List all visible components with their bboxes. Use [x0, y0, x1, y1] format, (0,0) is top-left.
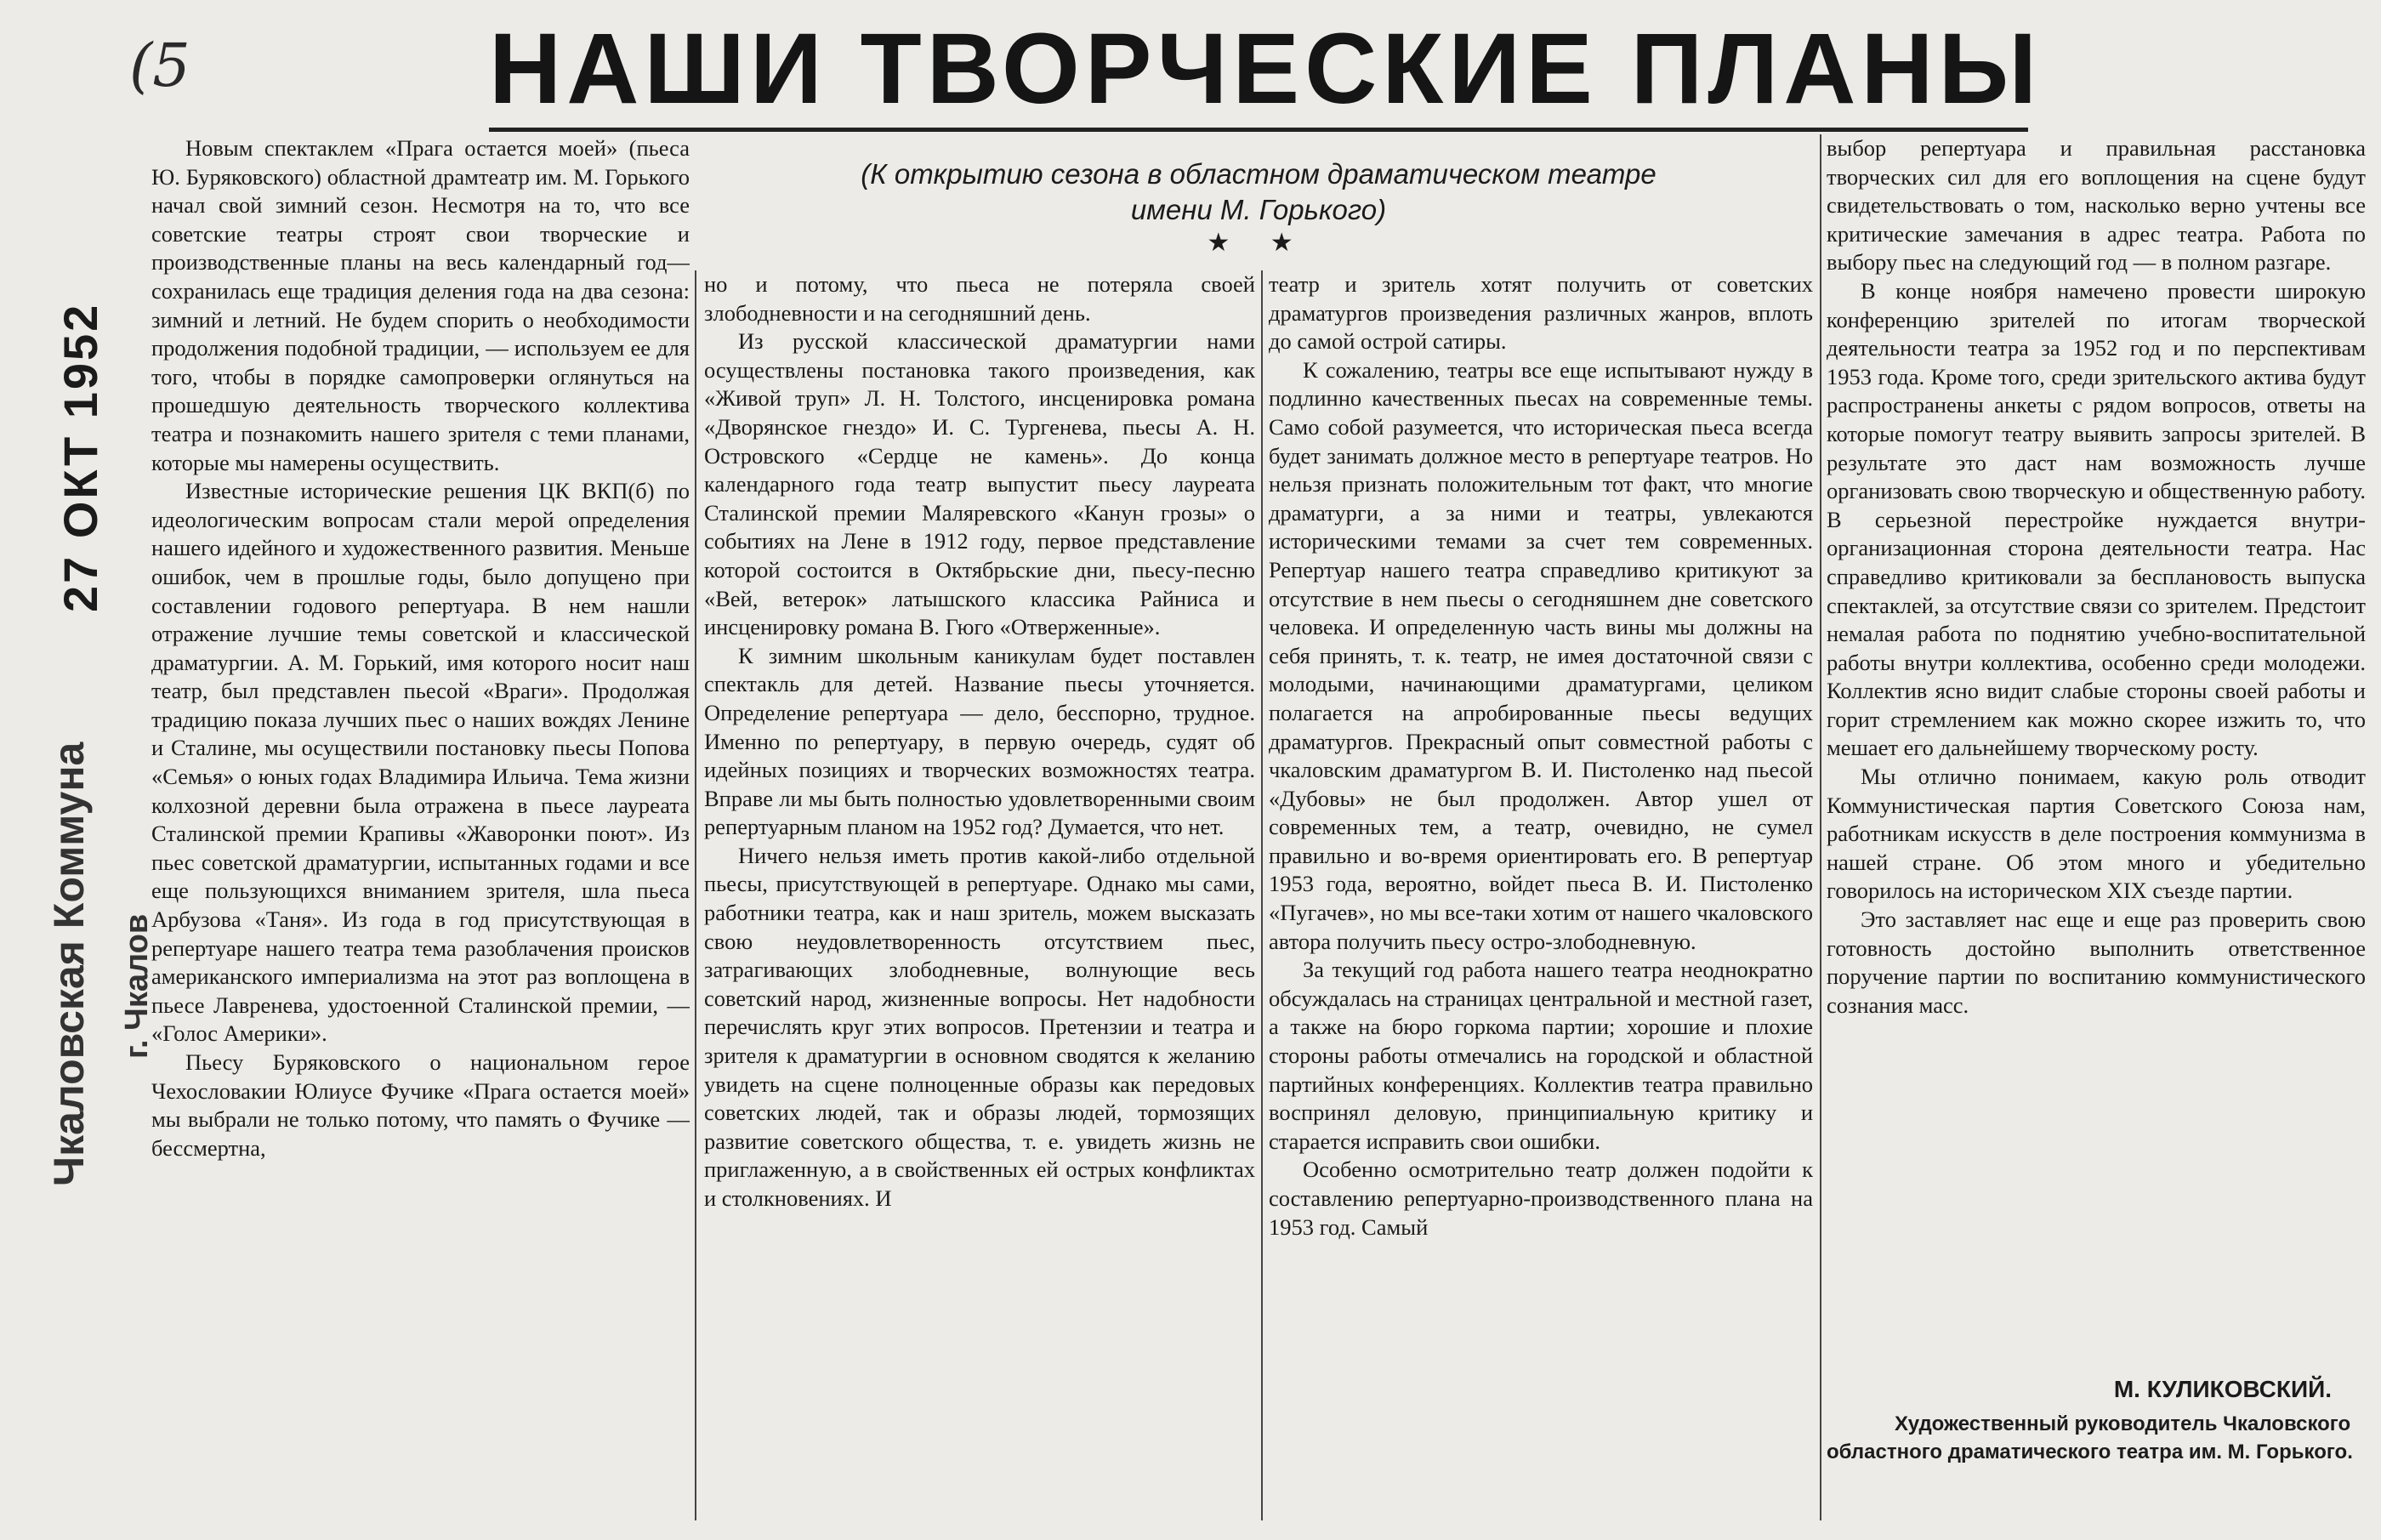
date-stamp: 27 ОКТ 1952 — [54, 302, 107, 612]
author-name: М. КУЛИКОВСКИЙ. — [2113, 1376, 2332, 1402]
paragraph: Это заставляет нас еще и еще раз проверить свою готовность достойно выполнить ответственное поручение партии по воспитанию коммунистического сознания масс. — [1827, 906, 2366, 1018]
column-divider-2 — [1261, 270, 1263, 1520]
paragraph: Мы отлично понимаем, какую роль отводит Коммунистическая партия Советского Союза нам, работникам искусств в деле построения коммунизма в нашей стране. Об этом много и убедительно говорилось на историческом XIX съезде партии. — [1827, 764, 2366, 904]
paragraph: Ничего нельзя иметь против какой-либо отдельной пьесы, присутствующей в репертуаре. Однако мы сами, работники театра, как и наш зритель, можем высказать свою неудовлетворенность отсутствием пьес, затрагивающих злободневные, волнующие весь советский народ, жизненные вопросы. Нет надобности перечислять круг этих вопросов. Претензии и театра и зрителя к драматургии в основном сводятся к желанию увидеть на сцене полноценные образы как передовых советских людей, так и образы людей, тормозящих развитие советского общества, т. е. увидеть жизнь не приглаженную, а в свойственных ей острых конфликтах и столкновениях. И — [704, 842, 1255, 1211]
paragraph: Пьесу Буряковского о национальном герое Чехословакии Юлиусе Фучике «Прага остается моей» мы выбрали не только потому, что память о Фучике — бессмертна, — [151, 1049, 690, 1161]
article-column-3 — [1269, 270, 1813, 1520]
paragraph: выбор репертуара и правильная расстановка творческих сил для его воплощения на сцене будут свидетельствовать о том, насколько верно учтены все критические замечания в адрес театра. Работа по выбору пьес на следующий год — в полном разгаре. — [1827, 135, 2366, 276]
article-column-1 — [151, 134, 690, 1520]
separator-stars: ★ ★ — [1207, 229, 1310, 257]
paragraph: театр и зритель хотят получить от советских драматургов произведения различных жанров, вплоть до самой острой сатиры. — [1269, 271, 1813, 355]
author-position: Художественный руководитель Чкаловского областного драматического театра им. М. Горького. — [1827, 1412, 2353, 1463]
subtitle — [765, 156, 1752, 228]
article-column-4 — [1827, 134, 2366, 1325]
subtitle-line-2: имени М. Горького) — [1130, 194, 1387, 225]
column-divider-3 — [1820, 134, 1821, 1520]
paragraph: К зимним школьным каникулам будет поставлен спектакль для детей. Название пьесы уточняется. Определение репертуара — дело, бесспорно, трудное. Именно по репертуару, в первую очередь, судят об идейных позициях и творческих возможностях театра. Вправе ли мы быть полностью удовлетворенными своим репертуарным планом на 1952 год? Думается, что нет. — [704, 642, 1255, 840]
subtitle-line-1: (К открытию сезона в областном драматическом театре — [861, 158, 1656, 190]
paragraph: Особенно осмотрительно театр должен подойти к составлению репертуарно-производственного плана на 1953 год. Самый — [1269, 1156, 1813, 1240]
headline-rule — [489, 128, 2028, 132]
city-stamp: г. Чкалов — [119, 913, 155, 1059]
paragraph: Новым спектаклем «Прага остается моей» (пьеса Ю. Буряковского) областной драмтеатр им. М. Горького начал свой зимний сезон. Несмотря на то, что все советские театры строят свои творческие и производственные планы на весь календарный год—сохранилась еще традиция деления года на два сезона: зимний и летний. Не будем спорить о необходимости продолжения подобной традиции, — используем ее для того, чтобы в порядке самопроверки оглянуться на прошедшую деятельность творческого коллектива театра и познакомить нашего зрителя с теми планами, которые мы намерены осуществить. — [151, 135, 690, 475]
paragraph: но и потому, что пьеса не потеряла своей злободневности и на сегодняшний день. — [704, 271, 1255, 326]
newspaper-stamp: Чкаловская Коммуна — [45, 742, 93, 1186]
headline: НАШИ ТВОРЧЕСКИЕ ПЛАНЫ — [489, 13, 2043, 125]
handwritten-mark: (5 — [129, 31, 190, 100]
paragraph: К сожалению, театры все еще испытывают нужду в подлинно качественных пьесах на современные темы. Само собой разумеется, что историческая пьеса всегда будет занимать должное место в репертуаре театров. Но нельзя признать положительным тот факт, что многие драматурги, а за ними и театры, увлекаются историческими темами за счет тем современных. Репертуар нашего театра справедливо критикуют за отсутствие в нем пьесы о сегодняшнем дне советского человека. И определенную часть вины мы должны на себя принять, т. к. театр, не имея достаточной связи с молодыми, начинающими драматургами, целиком полагается на апробированные пьесы ведущих драматургов. Прекрасный опыт совместной работы с чкаловским драматургом В. И. Пистоленко над пьесой «Дубовы» не был продолжен. Автор ушел от современных тем, а театр, очевидно, не сумел правильно и во-время ориентировать его. В репертуар 1953 года, вероятно, войдет пьеса В. И. Пистоленко «Пугачев», но мы все-таки хотим от нашего чкаловского автора получить пьесу остро-злободневную. — [1269, 356, 1813, 954]
signature-block — [1827, 1376, 2366, 1466]
column-divider-1 — [695, 270, 696, 1520]
paragraph: Известные исторические решения ЦК ВКП(б) по идеологическим вопросам стали мерой определения нашего идейного и художественного развития. Меньше ошибок, чем в прошлые годы, было допущено при составлении годового репертуара. В нем нашли отражение лучшие темы советской и классической драматургии. А. М. Горький, имя которого носит наш театр, был представлен пьесой «Враги». Продолжая традицию показа лучших пьес о наших вождях Ленине и Сталине, мы осуществили постановку пьесы Попова «Семья» о юных годах Владимира Ильича. Тема жизни колхозной деревни была отражена в пьесе лауреата Сталинской премии Крапивы «Жаворонки поют». Из пьес советской драматургии, испытанных годами и все еще пользующихся вниманием зрителя, шла пьеса Арбузова «Таня». Из года в год присутствующая в репертуаре нашего театра тема разоблачения происков американского империализма на этот раз воплощена в пьесе Лавренева, удостоенной Сталинской премии, — «Голос Америки». — [151, 478, 690, 1047]
paragraph: За текущий год работа нашего театра неоднократно обсуждалась на страницах центральной и местной газет, а также на бюро горкома партии; хорошие и плохие стороны работы отмечались на городской и областной партийных конференциях. Коллектив театра правильно воспринял деловую, принципиальную критику и старается исправить свои ошибки. — [1269, 957, 1813, 1154]
paragraph: Из русской классической драматургии нами осуществлены постановка такого произведения, как «Живой труп» Л. Н. Толстого, инсценировка романа «Дворянское гнездо» И. С. Тургенева, пьесы А. Н. Островского «Сердце не камень». До конца календарного года театр выпустит пьесу лауреата Сталинской премии Маляревского «Канун грозы» о событиях на Лене в 1912 году, первое представление которой состоится в Октябрьские дни, пьесу-песню «Вей, ветерок» латышского классика Райниса и инсценировку романа В. Гюго «Отверженные». — [704, 328, 1255, 640]
paragraph: В конце ноября намечено провести широкую конференцию зрителей по итогам творческой деятельности театра за 1952 год и по перспективам 1953 года. Кроме того, среди зрительского актива будут распространены анкеты с рядом вопросов, ответы на которые помогут театру выявить запросы зрителей. В результате это даст нам возможность лучше организовать свою творческую и общественную работу. В серьезной перестройке нуждается внутри-организационная сторона деятельности театра. Нас справедливо критиковали за бесплановость выпуска спектаклей, за отсутствие связи со зрителем. Предстоит немалая работа по поднятию учебно-воспитательной работы внутри коллектива, особенно среди молодежи. Коллектив ясно видит слабые стороны своей работы и горит стремлением как можно скорее изжить то, что мешает его дальнейшему творческому росту. — [1827, 277, 2366, 761]
article-column-2 — [704, 270, 1255, 1520]
